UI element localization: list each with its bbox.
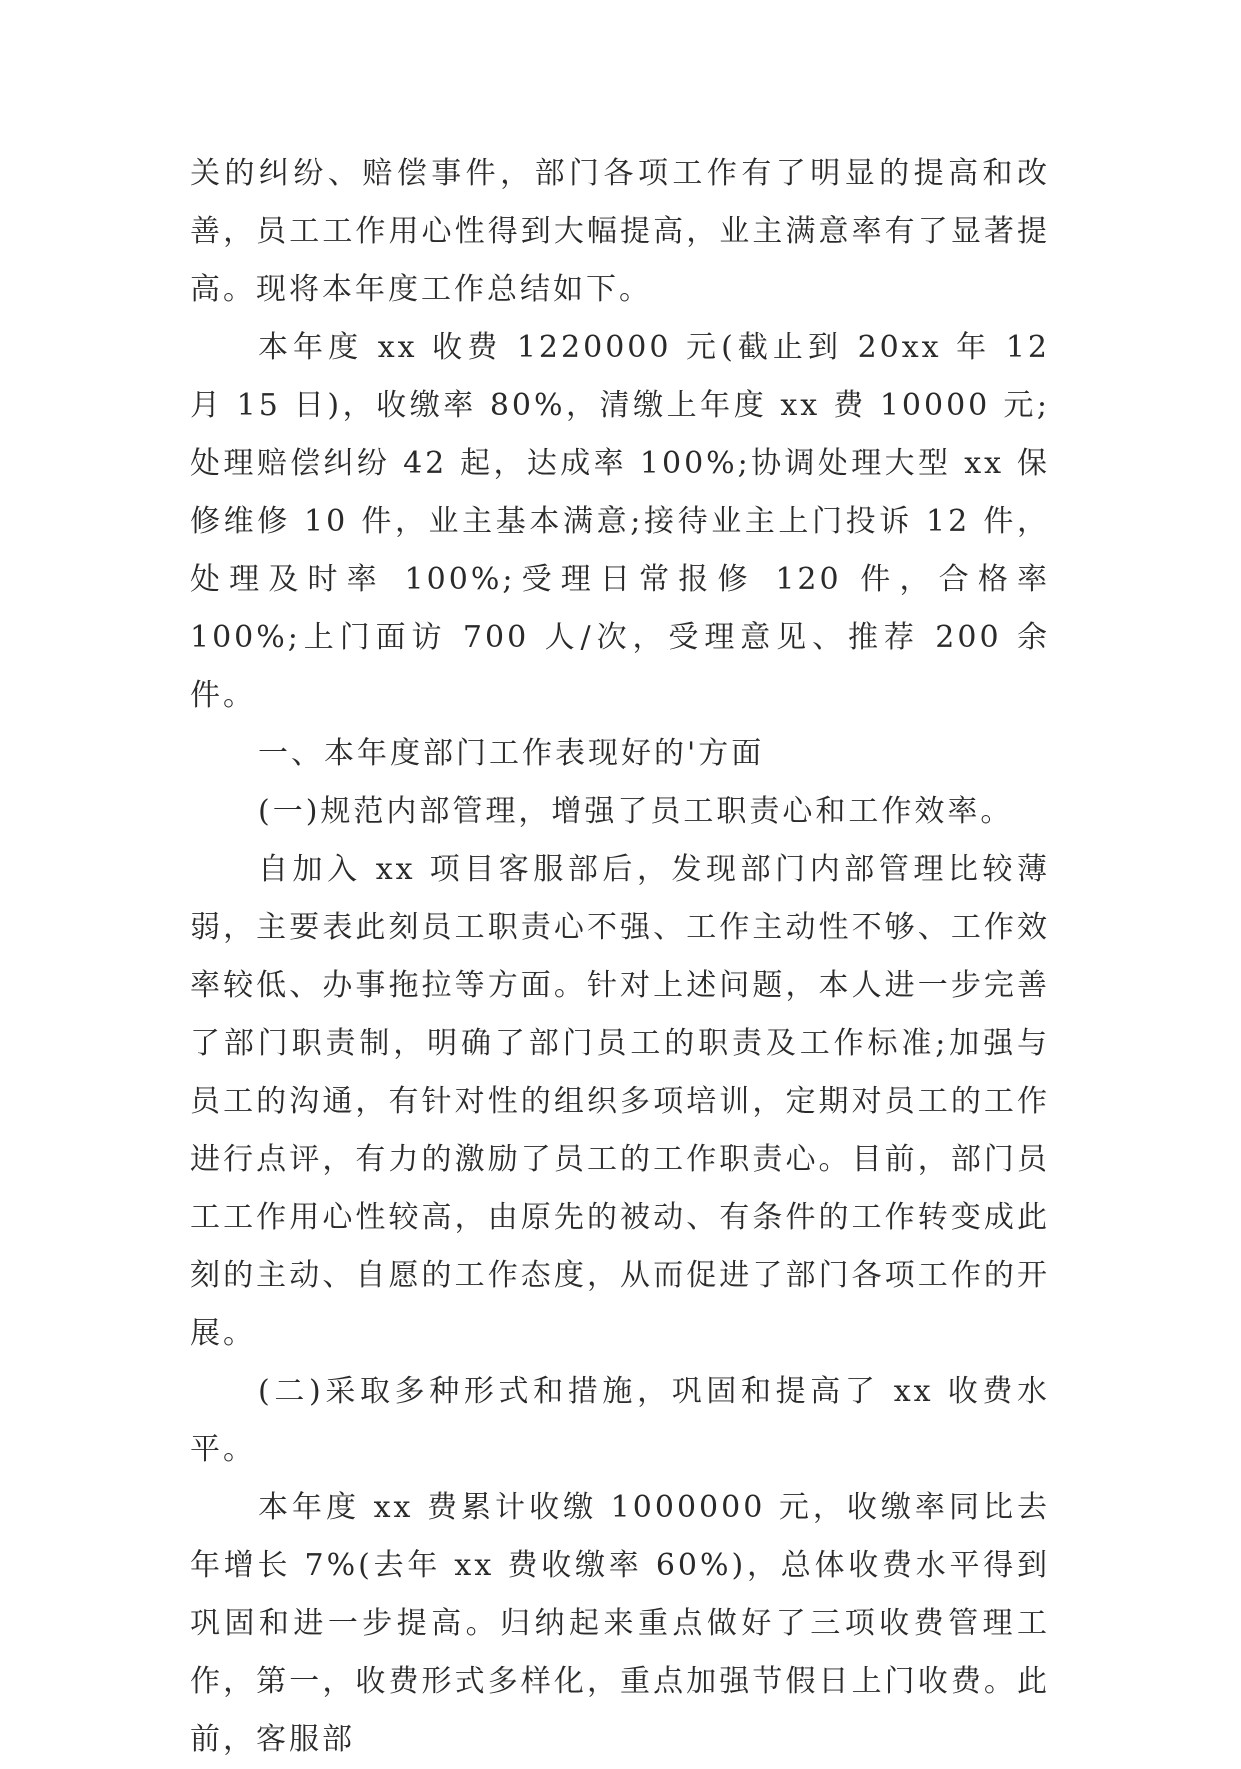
section-heading-1: 一、本年度部门工作表现好的'方面 (258, 736, 765, 771)
document-body (190, 145, 1050, 1769)
paragraph-3: 自加入 xx 项目客服部后，发现部门内部管理比较薄弱，主要表此刻员工职责心不强、工作主动性不够、工作效率较低、办事拖拉等方面。针对上述问题，本人进一步完善了部门职责制，明确了部门员工的职责及工作标准;加强与员工的沟通，有针对性的组织多项培训，定期对员工的工作进行点评，有力的激励了员工的工作职责心。目前，部门员工工作用心性较高，由原先的被动、有条件的工作转变成此刻的主动、自愿的工作态度，从而促进了部门各项工作的开展。 (190, 852, 1050, 1351)
subsection-heading-2: (二)采取多种形式和措施，巩固和提高了 xx 收费水平。 (190, 1374, 1050, 1467)
paragraph-4: 本年度 xx 费累计收缴 1000000 元，收缴率同比去年增长 7%(去年 xx 费收缴率 60%)，总体收费水平得到巩固和进一步提高。归纳起来重点做好了三项收费管理工作，第一，收费形式多样化，重点加强节假日上门收费。此前，客服部 (190, 1490, 1050, 1757)
paragraph-1: 关的纠纷、赔偿事件，部门各项工作有了明显的提高和改善，员工工作用心性得到大幅提高，业主满意率有了显著提高。现将本年度工作总结如下。 (190, 156, 1050, 307)
subsection-heading-1: (一)规范内部管理，增强了员工职责心和工作效率。 (258, 794, 1014, 829)
paragraph-2: 本年度 xx 收费 1220000 元(截止到 20xx 年 12 月 15 日)，收缴率 80%，清缴上年度 xx 费 10000 元;处理赔偿纠纷 42 起，达成率 100%;协调处理大型 xx 保修维修 10 件，业主基本满意;接待业主上门投诉 12 件，处理及时率 100%;受理日常报修 120 件，合格率 100%;上门面访 700 人/次，受理意见、推荐 200 余件。 (190, 330, 1050, 713)
